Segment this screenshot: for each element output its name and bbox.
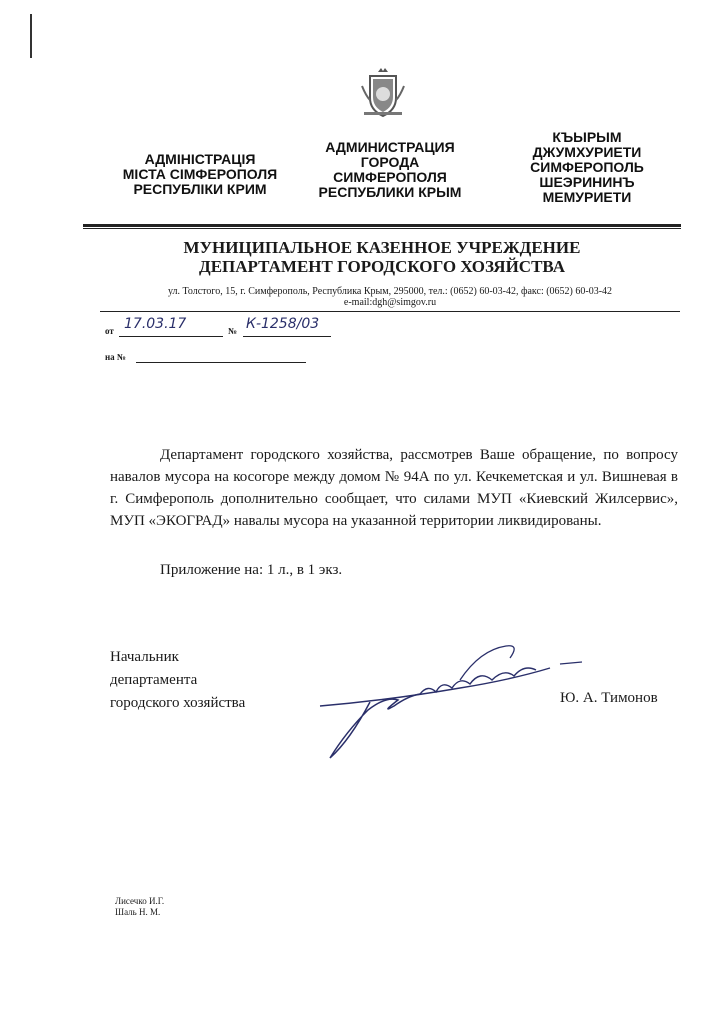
header-crimean-tatar: КЪЫРЫМ ДЖУМХУРИЕТИ СИМФЕРОПОЛЬ ШЕЭРИНИНЪ МЕМУРИЕТИ [530,129,644,205]
from-label: от [105,326,114,336]
signatory-name: Ю. А. Тимонов [560,690,658,706]
number-handwritten: К-1258/03 [246,316,320,332]
header-russian: АДМИНИСТРАЦИЯ ГОРОДА СИМФЕРОПОЛЯ РЕСПУБЛИКИ КРЫМ [318,139,462,200]
from-date-handwritten: 17.03.17 [124,316,187,332]
attachment-note: Приложение на: 1 л., в 1 экз. [160,562,343,578]
coat-of-arms-icon [356,66,410,120]
executors: Лисечко И.Г. Шаль Н. М. [115,896,165,917]
organization-address: ул. Толстого, 15, г. Симферополь, Республика Крым, 295000, тел.: (0652) 60-03-42, факс: (0652) 60-03-42 e-mail:dgh@simgov.ru [167,286,613,308]
number-line [243,336,331,337]
reference-line [136,362,306,363]
margin-mark [30,14,32,58]
header-divider-thin [83,228,681,229]
organization-name: МУНИЦИПАЛЬНОЕ КАЗЕННОЕ УЧРЕЖДЕНИЕ ДЕПАРТАМЕНТ ГОРОДСКОГО ХОЗЯЙСТВА [183,238,581,276]
address-divider [100,311,680,312]
header-ukrainian: АДМІНІСТРАЦІЯ МІСТА СІМФЕРОПОЛЯ РЕСПУБЛІКИ КРИМ [122,151,278,197]
number-label: № [228,326,238,336]
reference-label: на № [105,352,126,362]
handwritten-signature [310,640,590,770]
signatory-title: Начальник департамента городского хозяйства [110,649,246,711]
letter-body: Департамент городского хозяйства, рассмотрев Ваше обращение, по вопросу навалов мусора на косогоре между домом № 94А по ул. Кечкеметская и ул. Вишневая в г. Симферополь дополнительно сообщает, что силами МУП «Киевский Жилсервис», МУП «ЭКОГРАД» навалы мусора на указанной территории ликвидированы. [110,447,678,529]
header-divider [83,224,681,227]
from-date-line [119,336,223,337]
